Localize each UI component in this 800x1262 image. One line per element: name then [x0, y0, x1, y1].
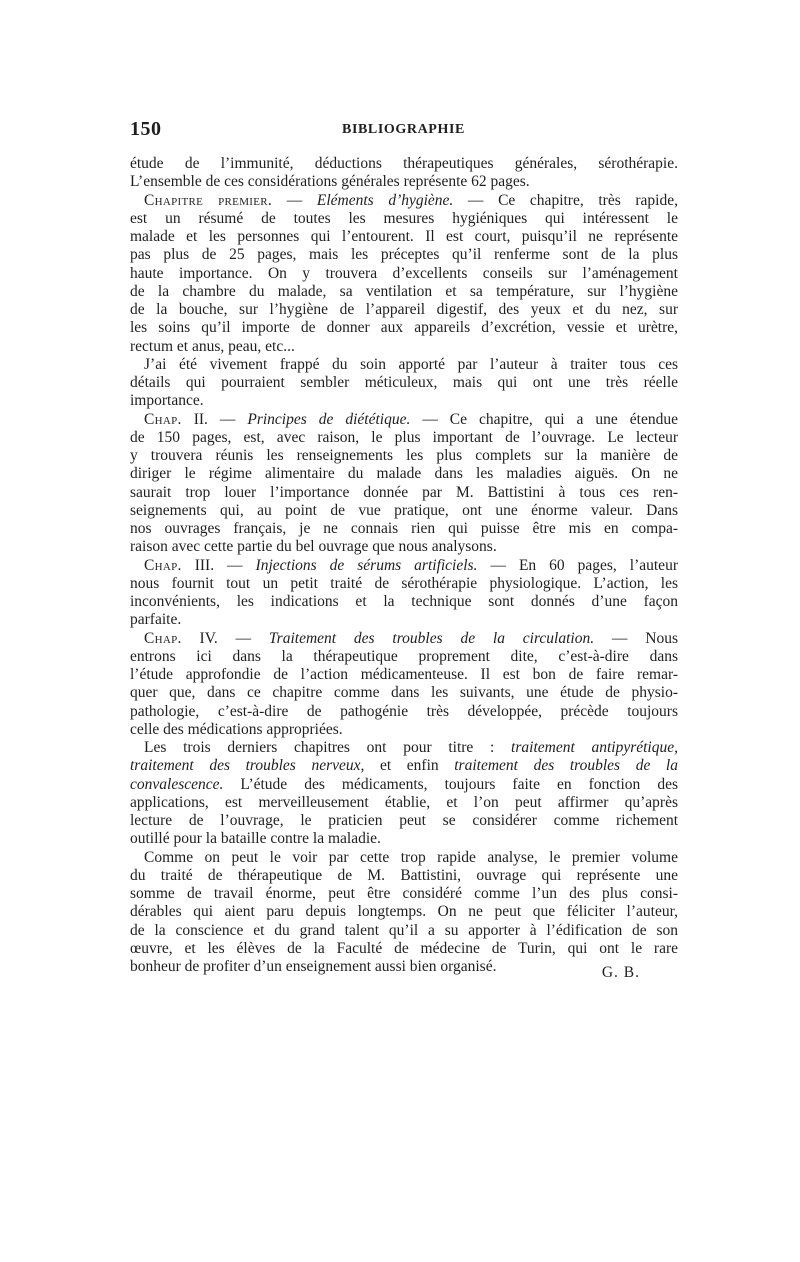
- page-header: [130, 118, 680, 142]
- text-run: convalescence.: [130, 775, 224, 793]
- text-line: parfaite.: [130, 611, 182, 629]
- text-line: de la conscience et du grand talent qu’il a su apporter à l’édification de son: [130, 921, 678, 939]
- text-line: celle des médications appropriées.: [130, 720, 343, 738]
- text-run: Chap.: [144, 410, 182, 428]
- text-run: Principes de diététique.: [247, 410, 411, 428]
- text-line: étude de l’immunité, déductions thérapeutiques générales, sérothérapie.: [130, 155, 678, 172]
- text-line: détails qui pourraient sembler méticuleux, mais qui ont une très réelle: [130, 374, 678, 391]
- text-line: pas plus de 25 pages, mais les préceptes qu’il renferme sont de la plus: [130, 246, 678, 264]
- text-line: de la bouche, sur l’hygiène de l’appareil digestif, des yeux et du nez, sur: [130, 301, 678, 318]
- text-line: diriger le régime alimentaire du malade dans les maladies aiguës. On ne: [130, 465, 678, 483]
- running-head: BIBLIOGRAPHIE: [342, 122, 465, 137]
- text-line: [130, 411, 678, 429]
- text-line: malade et les personnes qui l’entourent. Il est court, puisqu’il ne représente: [130, 228, 678, 245]
- text-run: — Nous: [594, 629, 678, 647]
- text-run: Chapitre premier.: [144, 191, 273, 209]
- text-line: importance.: [130, 392, 204, 410]
- text-line: somme de travail énorme, peut être considéré comme l’un des plus consi-: [130, 885, 678, 902]
- text-run: Traitement des troubles de la circulation.: [268, 629, 595, 647]
- text-line: [130, 630, 678, 648]
- text-run: — Ce chapitre, qui a une étendue: [410, 410, 678, 428]
- text-run: IV. —: [181, 629, 269, 647]
- text-line: [130, 192, 678, 210]
- page-number: 150: [130, 118, 162, 140]
- text-run: Chap.: [144, 629, 182, 647]
- text-line: dérables qui aient paru depuis longtemps. On ne peut que féliciter l’auteur,: [130, 903, 678, 921]
- text-line: J’ai été vivement frappé du soin apporté par l’auteur à traiter tous ces: [144, 355, 678, 373]
- body-text: [130, 155, 678, 976]
- text-run: L’étude des médicaments, toujours faite en fonction des: [223, 775, 678, 793]
- text-line: est un résumé de toutes les mesures hygiéniques qui intéressent le: [130, 209, 678, 227]
- text-line: raison avec cette partie du bel ouvrage que nous analysons.: [130, 538, 497, 556]
- text-line: de 150 pages, est, avec raison, le plus important de l’ouvrage. Le lecteur: [130, 428, 678, 446]
- signature: G. B.: [601, 964, 640, 981]
- text-run: — En 60 pages, l’auteur: [477, 556, 678, 574]
- text-line: outillé pour la bataille contre la maladie.: [130, 830, 381, 848]
- text-line: seignements qui, au point de vue pratique, ont une énorme valeur. Dans: [130, 501, 678, 519]
- text-line: saurait trop louer l’importance donnée par M. Battistini à tous ces ren-: [130, 483, 678, 501]
- text-line: inconvénients, les indications et la technique sont donnés d’une façon: [130, 593, 678, 610]
- text-run: III. —: [181, 556, 256, 574]
- text-line: œuvre, et les élèves de la Faculté de médecine de Turin, qui ont le rare: [130, 939, 678, 957]
- text-line: bonheur de profiter d’un enseignement aussi bien organisé.: [130, 958, 497, 975]
- text-line: applications, est merveilleusement établie, et l’on peut affirmer qu’après: [130, 793, 678, 811]
- text-line: quer que, dans ce chapitre comme dans les suivants, une étude de physio-: [130, 684, 678, 702]
- text-line: [130, 739, 678, 757]
- text-run: Eléments d’hygiène.: [316, 191, 454, 209]
- text-line: du traité de thérapeutique de M. Battistini, ouvrage qui représente une: [130, 866, 678, 884]
- text-run: — Ce chapitre, très rapide,: [453, 191, 678, 209]
- text-run: Injections de sérums artificiels.: [255, 556, 478, 574]
- text-line: de la chambre du malade, sa ventilation et sa température, sur l’hygiène: [130, 282, 678, 300]
- text-line: l’étude approfondie de l’action médicamenteuse. Il est bon de faire remar-: [130, 666, 678, 683]
- text-line: lecture de l’ouvrage, le praticien peut se considérer comme richement: [130, 812, 678, 829]
- text-line: haute importance. On y trouvera d’excellents conseils sur l’aménagement: [130, 264, 678, 282]
- text-line: les soins qu’il importe de donner aux appareils d’excrétion, vessie et urètre,: [130, 319, 678, 337]
- text-line: y trouvera réunis les renseignements les plus complets sur la manière de: [130, 447, 678, 464]
- text-line: Comme on peut le voir par cette trop rapide analyse, le premier volume: [144, 848, 678, 866]
- text-line: [130, 557, 678, 575]
- text-line: [130, 757, 678, 775]
- text-line: nous fournit tout un petit traité de sérothérapie physiologique. L’action, les: [130, 574, 678, 592]
- text-line: [130, 776, 678, 794]
- text-line: rectum et anus, peau, etc...: [130, 337, 295, 355]
- text-run: traitement des troubles de la: [454, 757, 678, 775]
- text-line: nos ouvrages français, je ne connais rien qui puisse être mis en compa-: [130, 520, 678, 537]
- text-line: L’ensemble de ces considérations générales représente 62 pages.: [130, 173, 530, 191]
- text-run: traitement des troubles nerveux,: [130, 757, 365, 775]
- text-line: entrons ici dans la thérapeutique proprement dite, c’est-à-dire dans: [130, 647, 678, 665]
- text-run: traitement antipyrétique,: [511, 739, 678, 756]
- text-run: Les trois derniers chapitres ont pour titre :: [144, 739, 512, 756]
- text-line: pathologie, c’est-à-dire de pathogénie très développée, précède toujours: [130, 702, 678, 720]
- text-run: et enfin: [364, 757, 455, 775]
- text-run: Chap.: [144, 556, 182, 574]
- text-run: —: [272, 191, 317, 209]
- text-run: II. —: [181, 410, 248, 428]
